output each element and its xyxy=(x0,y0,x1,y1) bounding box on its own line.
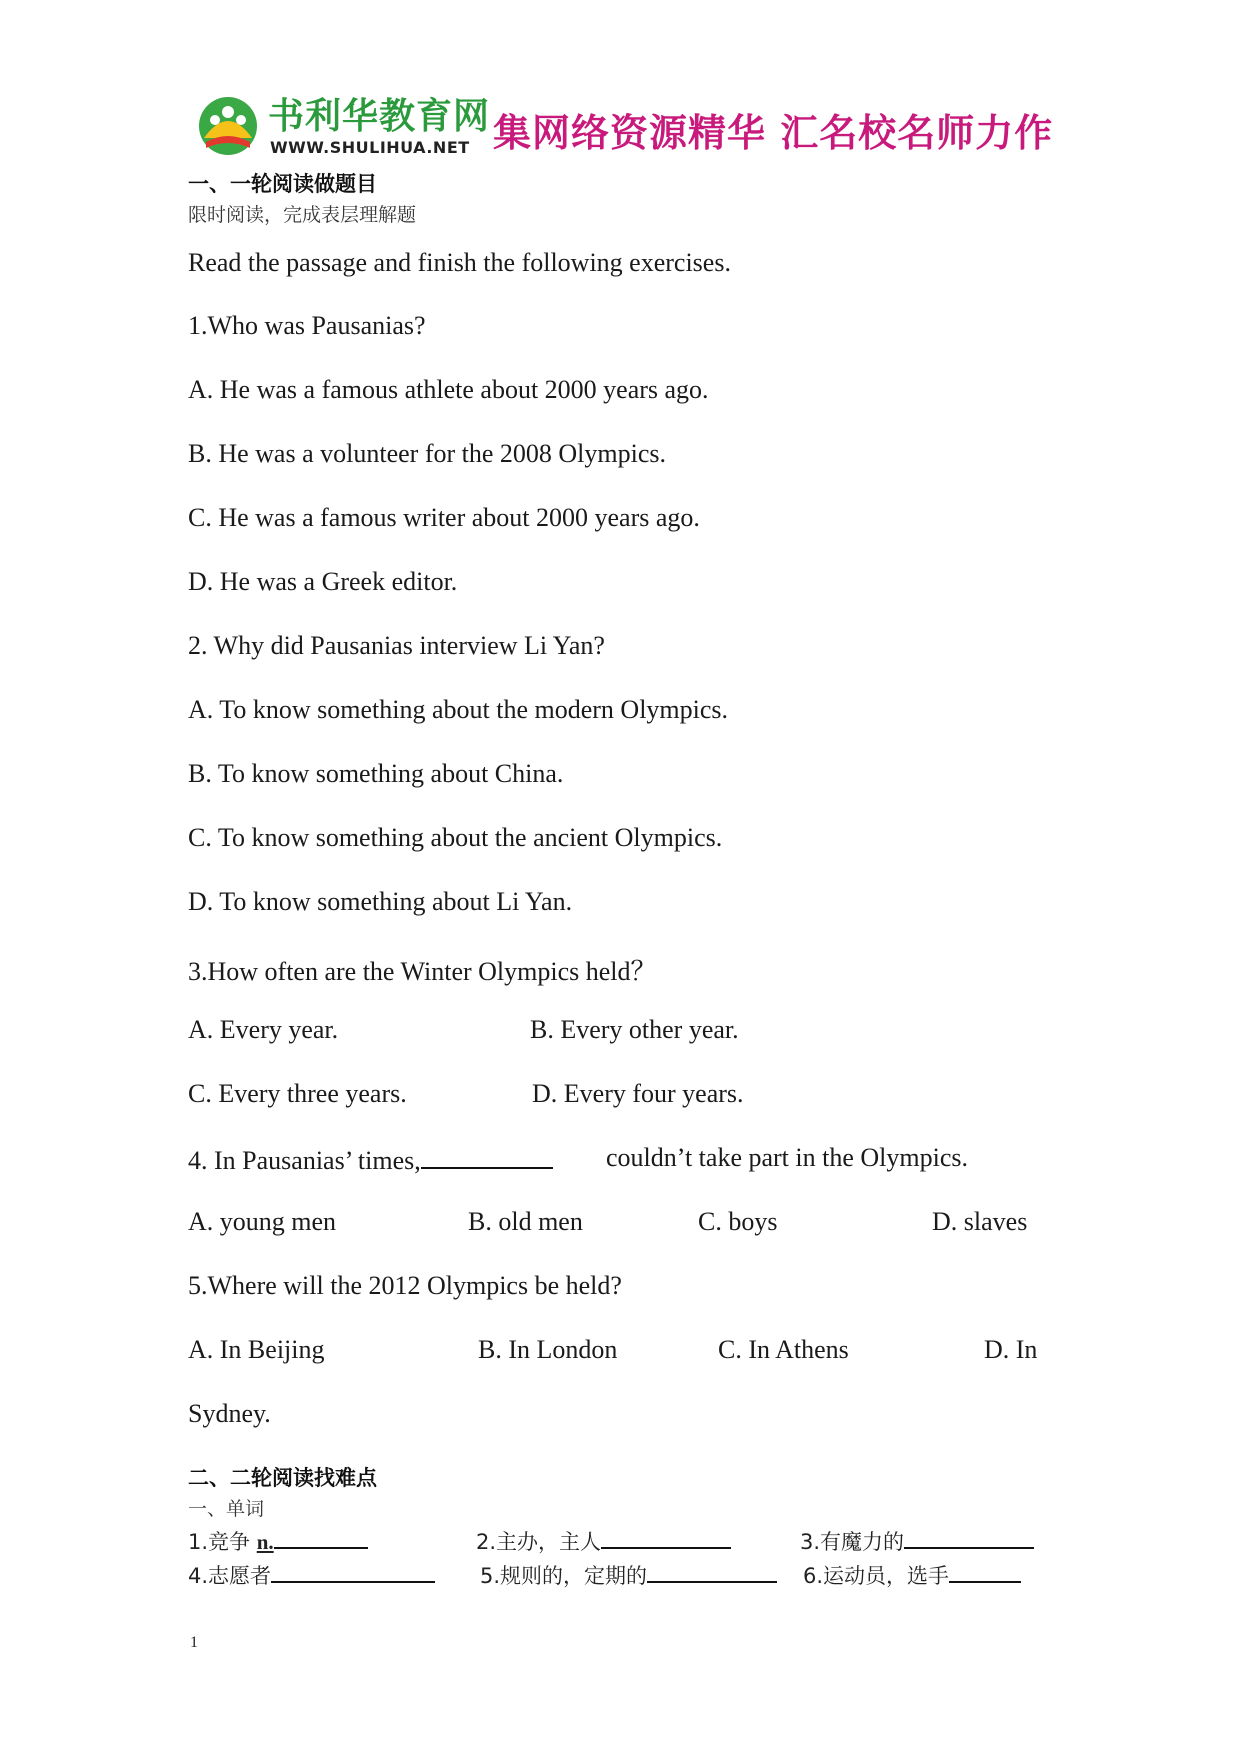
q4-answer-blank[interactable] xyxy=(421,1143,553,1169)
site-logo[interactable] xyxy=(188,88,491,170)
section2-subtitle: 一、单词 xyxy=(188,1498,265,1520)
q4-option-a[interactable]: A. young men xyxy=(188,1207,337,1236)
q2-option-b[interactable]: B. To know something about China. xyxy=(188,759,564,788)
vocab-blank-2[interactable] xyxy=(601,1527,731,1549)
logo-url-text: WWW.SHULIHUA.NET xyxy=(270,138,470,157)
section1-title: 一、一轮阅读做题目 xyxy=(188,172,377,196)
vocab-blank-4[interactable] xyxy=(271,1561,435,1583)
vocab-item-3: 3.有魔力的 xyxy=(800,1526,1034,1556)
q1-option-d[interactable]: D. He was a Greek editor. xyxy=(188,567,458,596)
q4-stem-before: 4. In Pausanias’ times, xyxy=(188,1146,421,1175)
page-number: 1 xyxy=(190,1634,198,1651)
q1-stem: 1.Who was Pausanias? xyxy=(188,311,426,340)
vocab-blank-1[interactable] xyxy=(274,1527,368,1549)
vocab-item-1: 1.竞争 n. xyxy=(188,1526,368,1556)
vocab-blank-3[interactable] xyxy=(904,1527,1034,1549)
logo-people-icon xyxy=(198,94,258,158)
q1-option-c[interactable]: C. He was a famous writer about 2000 years ago. xyxy=(188,503,700,532)
q4-option-b[interactable]: B. old men xyxy=(468,1207,583,1236)
q2-option-c[interactable]: C. To know something about the ancient Olympics. xyxy=(188,823,723,852)
q5-option-a[interactable]: A. In Beijing xyxy=(188,1335,325,1364)
section2-title: 二、二轮阅读找难点 xyxy=(188,1466,377,1490)
q5-option-d-continued: Sydney. xyxy=(188,1399,271,1428)
q4-stem-after: couldn’t take part in the Olympics. xyxy=(606,1143,968,1172)
vocab-item-2: 2.主办，主人 xyxy=(476,1526,731,1556)
q3-option-c[interactable]: C. Every three years. xyxy=(188,1079,407,1108)
q3-stem: 3.How often are the Winter Olympics held？ xyxy=(188,957,657,986)
header-slogan: 集网络资源精华 汇名校名师力作 xyxy=(493,111,1054,155)
q3-option-a[interactable]: A. Every year. xyxy=(188,1015,339,1044)
logo-chinese-text: 书利华教育网 xyxy=(268,96,491,137)
vocab-blank-6[interactable] xyxy=(949,1561,1021,1583)
header-banner xyxy=(188,88,1054,170)
q4-option-c[interactable]: C. boys xyxy=(698,1207,778,1236)
instruction-text: Read the passage and finish the following exercises. xyxy=(188,248,731,277)
q3-option-b[interactable]: B. Every other year. xyxy=(530,1015,739,1044)
q5-option-d[interactable]: D. In xyxy=(984,1335,1038,1364)
q3-option-d[interactable]: D. Every four years. xyxy=(532,1079,744,1108)
q2-option-a[interactable]: A. To know something about the modern Olympics. xyxy=(188,695,729,724)
q4-stem xyxy=(188,1143,553,1176)
q5-option-c[interactable]: C. In Athens xyxy=(718,1335,849,1364)
q1-option-b[interactable]: B. He was a volunteer for the 2008 Olympics. xyxy=(188,439,667,468)
vocab-item-4: 4.志愿者 xyxy=(188,1560,435,1590)
vocab-blank-5[interactable] xyxy=(647,1561,777,1583)
q2-option-d[interactable]: D. To know something about Li Yan. xyxy=(188,887,573,916)
q5-stem: 5.Where will the 2012 Olympics be held? xyxy=(188,1271,622,1300)
vocab-item-5: 5.规则的，定期的 xyxy=(480,1560,777,1590)
section1-subtitle: 限时阅读，完成表层理解题 xyxy=(188,204,417,226)
q5-option-b[interactable]: B. In London xyxy=(478,1335,618,1364)
q2-stem: 2. Why did Pausanias interview Li Yan? xyxy=(188,631,605,660)
q1-option-a[interactable]: A. He was a famous athlete about 2000 years ago. xyxy=(188,375,709,404)
vocab-item-6: 6.运动员，选手 xyxy=(803,1560,1021,1590)
q4-option-d[interactable]: D. slaves xyxy=(932,1207,1028,1236)
